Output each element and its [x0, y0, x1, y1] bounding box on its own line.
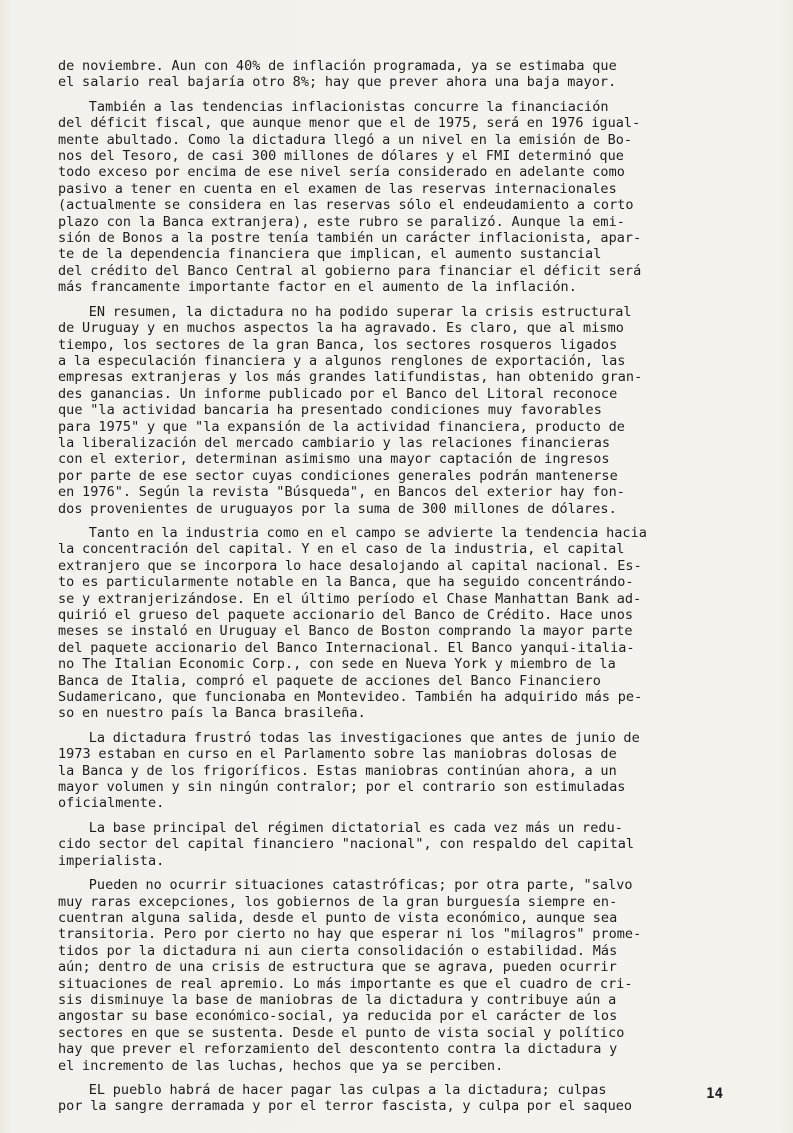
- paragraph: [58, 820, 758, 869]
- text-line: aún; dentro de una crisis de estructura que se agrava, pueden ocurrir: [58, 959, 617, 976]
- text-line: se y extranjerizándose. En el último período el Chase Manhattan Bank ad-: [58, 590, 642, 607]
- text-line: en 1976". Según la revista "Búsqueda", en Bancos del exterior hay fon-: [58, 484, 625, 501]
- text-line: para 1975" y que "la expansión de la actividad financiera, producto de: [58, 418, 625, 435]
- text-line: Sudamericano, que funcionaba en Montevideo. También ha adquirido más pe-: [58, 689, 643, 706]
- paragraph: [58, 877, 758, 1074]
- text-line: la liberalización del mercado cambiario y las relaciones financieras: [58, 434, 611, 451]
- text-line: pasivo a tener en cuenta en el examen de las reservas internacionales: [58, 180, 617, 197]
- text-line: Tanto en la industria como en el campo se advierte la tendencia hacia: [58, 524, 647, 541]
- text-line: des ganancias. Un informe publicado por el Banco del Litoral reconoce: [58, 385, 618, 402]
- text-line: del crédito del Banco Central al gobierno para financiar el déficit será: [58, 262, 642, 279]
- text-line: el salario real bajaría otro 8%; hay que prever ahora una baja mayor.: [58, 74, 617, 91]
- body-text: [58, 58, 758, 1123]
- text-line: extranjero que se incorpora lo hace desalojando al capital nacional. Es-: [58, 557, 642, 574]
- text-line: la Banca y de los frigoríficos. Estas maniobras continúan ahora, a un: [58, 762, 617, 779]
- text-line: EN resumen, la dictadura no ha podido superar la crisis estructural: [58, 303, 632, 320]
- text-line: angostar su base económico-social, ya reducida por el carácter de los: [58, 1008, 618, 1025]
- paragraph: [58, 730, 758, 812]
- text-line: sectores en que se sustenta. Desde el punto de vista social y político: [58, 1024, 625, 1041]
- text-line: transitoria. Pero por cierto no hay que esperar ni los "milagros" prome-: [58, 926, 642, 943]
- text-line: (actualmente se considera en las reservas sólo el endeudamiento a corto: [58, 197, 634, 214]
- text-line: hay que prever el reforzamiento del descontento contra la dictadura y: [58, 1041, 618, 1058]
- text-line: del paquete accionario del Banco Internacional. El Banco yanqui-italia-: [58, 639, 635, 656]
- text-line: empresas extranjeras y los más grandes latifundistas, han obtenido gran-: [58, 369, 643, 386]
- text-line: todo exceso por encima de ese nivel sería considerado en adelante como: [58, 164, 625, 181]
- text-line: por la sangre derramada y por el terror fascista, y culpa por el saqueo: [58, 1098, 633, 1115]
- paragraph: [58, 304, 758, 517]
- text-line: 1973 estaban en curso en el Parlamento sobre las maniobras dolosas de: [58, 746, 617, 763]
- text-line: cuentran alguna salida, desde el punto de vista económico, aunque sea: [58, 909, 618, 926]
- text-line: no The Italian Economic Corp., con sede en Nueva York y miembro de la: [58, 656, 616, 673]
- page-number: 14: [706, 1086, 723, 1102]
- text-line: plazo con la Banca extranjera), este rubro se paralizó. Aunque la emi-: [58, 213, 625, 230]
- text-line: a la especulación financiera y a algunos renglones de exportación, las: [58, 352, 626, 369]
- text-line: quirió el grueso del paquete accionario del Banco de Crédito. Hace unos: [58, 607, 634, 623]
- text-line: so en nuestro país la Banca brasileña.: [58, 705, 366, 722]
- text-line: imperialista.: [58, 852, 165, 869]
- text-line: cido sector del capital financiero "nacional", con respaldo del capital: [58, 836, 635, 853]
- paragraph: [58, 525, 758, 722]
- text-line: mayor volumen y sin ningún contralor; por el contrario son estimuladas: [58, 779, 626, 796]
- text-line: meses se instaló en Uruguay el Banco de Boston comprando la mayor parte: [58, 623, 633, 640]
- paragraph: [58, 99, 758, 296]
- text-line: te de la dependencia financiera que implican, el aumento sustancial: [58, 246, 602, 263]
- text-line: que "la actividad bancaria ha presentado condiciones muy favorables: [58, 402, 602, 419]
- paragraph: [58, 1082, 758, 1115]
- text-line: sis disminuye la base de maniobras de la dictadura y contribuye aún a: [58, 991, 617, 1008]
- paragraph: [58, 58, 758, 91]
- text-line: más francamente importante factor en el aumento de la inflación.: [58, 279, 577, 296]
- text-line: la concentración del capital. Y en el caso de la industria, el capital: [58, 541, 625, 558]
- text-line: el incremento de las luchas, hechos que ya se perciben.: [58, 1057, 504, 1074]
- text-line: dos provenientes de uruguayos por la suma de 300 millones de dólares.: [58, 500, 617, 517]
- text-line: oficialmente.: [58, 795, 165, 812]
- text-line: Banca de Italia, compró el paquete de acciones del Banco Financiero: [58, 672, 601, 689]
- text-line: mente abultado. Como la dictadura llegó a un nivel en la emisión de Bo-: [58, 131, 633, 148]
- text-line: muy raras excepciones, los gobiernos de la gran burguesía siempre en-: [58, 893, 618, 910]
- text-line: EL pueblo habrá de hacer pagar las culpas a la dictadura; culpas: [58, 1081, 607, 1098]
- text-line: nos del Tesoro, de casi 300 millones de dólares y el FMI determinó que: [58, 148, 624, 165]
- text-line: La dictadura frustró todas las investigaciones que antes de junio de: [58, 729, 640, 746]
- text-line: de Uruguay y en muchos aspectos la ha agravado. Es claro, que al mismo: [58, 320, 624, 337]
- text-line: sión de Bonos a la postre tenía también un carácter inflacionista, apar-: [58, 230, 642, 247]
- text-line: con el exterior, determinan asimismo una mayor captación de ingresos: [58, 451, 610, 468]
- text-line: La base principal del régimen dictatorial es cada vez más un redu-: [58, 819, 623, 836]
- text-line: por parte de ese sector cuyas condiciones generales podrán mantenerse: [58, 467, 618, 484]
- text-line: Pueden no ocurrir situaciones catastróficas; por otra parte, "salvo: [58, 877, 633, 894]
- text-line: situaciones de real apremio. Lo más importante es que el cuadro de cri-: [58, 975, 633, 992]
- text-line: tidos por la dictadura ni aun cierta consolidación o estabilidad. Más: [58, 942, 618, 959]
- text-line: tiempo, los sectores de la gran Banca, los sectores rosqueros ligados: [58, 336, 618, 353]
- text-line: de noviembre. Aun con 40% de inflación programada, ya se estimaba que: [58, 58, 617, 74]
- text-line: to es particularmente notable en la Banca, que ha seguido concentrándo-: [58, 574, 634, 591]
- text-line: del déficit fiscal, que aunque menor que el de 1975, será en 1976 igual-: [58, 115, 641, 132]
- text-line: También a las tendencias inflacionistas concurre la financiación: [58, 98, 609, 115]
